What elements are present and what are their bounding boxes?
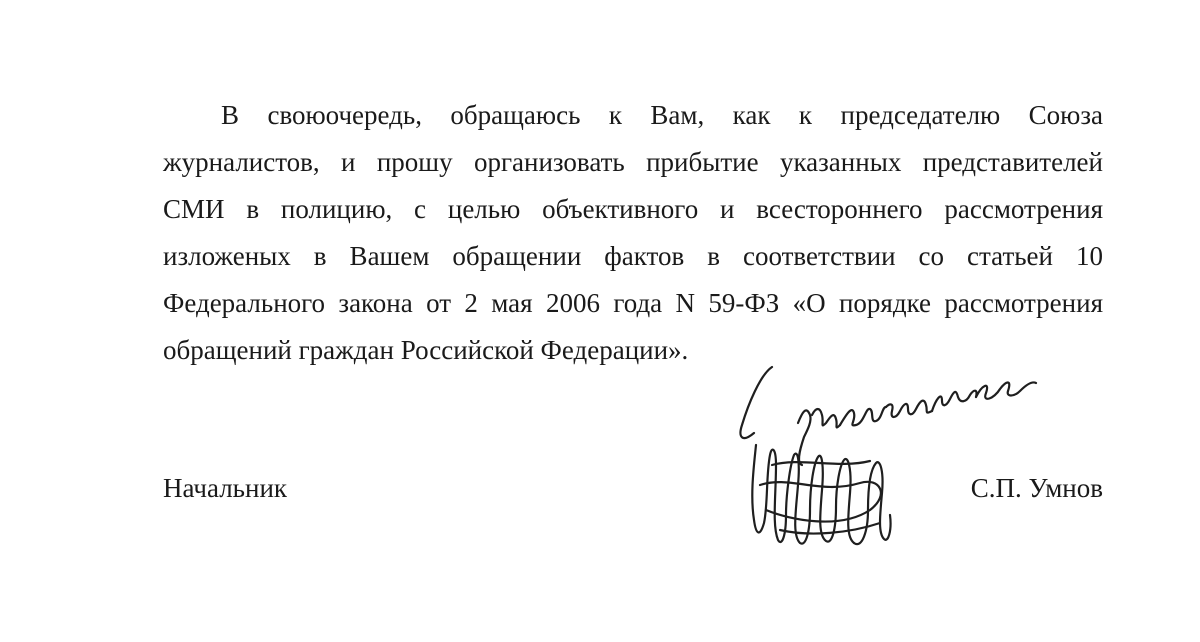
- body-line-4: изложеных в Вашем обращении фактов в соответствии со статьей 10: [163, 241, 1103, 271]
- closing-handwriting: [741, 367, 773, 438]
- body-line-1: В своюочередь, обращаюсь к Вам, как к председателю Союза: [221, 100, 1103, 130]
- body-line-3: СМИ в полицию, с целью объективного и всестороннего рассмотрения: [163, 194, 1103, 224]
- body-line-2: журналистов, и прошу организовать прибытие указанных представителей: [163, 147, 1103, 177]
- letter-body-paragraph: [163, 92, 1103, 374]
- body-line-5: Федерального закона от 2 мая 2006 года N 59-ФЗ «О порядке рассмотрения: [163, 288, 1103, 318]
- handwritten-signature: [720, 345, 1080, 565]
- signer-name: С.П. Умнов: [970, 473, 1103, 503]
- signer-position: Начальник: [163, 473, 288, 503]
- signature-scrawl: [752, 445, 854, 544]
- body-line-6: обращений граждан Российской Федерации».: [163, 335, 689, 365]
